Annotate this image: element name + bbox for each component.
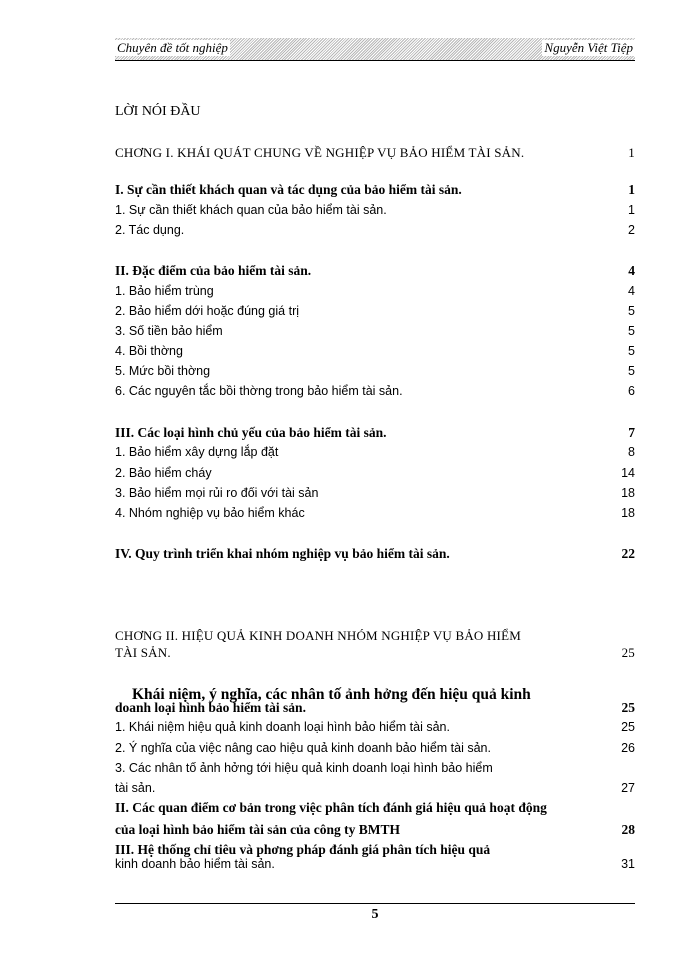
toc-item: 2. Ý nghĩa của việc nâng cao hiệu quả kinh doanh bảo hiểm tài sản. 26 — [115, 741, 635, 755]
toc-chapter-1: CHƠNG I. KHÁI QUÁT CHUNG VỀ NGHIỆP VỤ BẢO HIỂM TÀI SẢN. 1 — [115, 145, 635, 160]
toc-item: 6. Các nguyên tắc bồi thờng trong bảo hiểm tài sản. 6 — [115, 384, 635, 398]
toc-item: 4. Bồi thờng 5 — [115, 344, 635, 358]
header-left: Chuyên đề tốt nghiệp — [117, 40, 228, 55]
toc-section-7: III. Hệ thống chỉ tiêu và phơng pháp đánh giá phân tích hiệu quả — [115, 842, 491, 857]
toc-section-7-cont: kinh doanh bảo hiểm tài sản. 31 — [115, 857, 635, 871]
toc-section-3: III. Các loại hình chủ yếu của bảo hiểm tài sản. 7 — [115, 425, 635, 440]
toc-chapter-2-cont: TÀI SẢN. 25 — [115, 645, 635, 660]
preface-title: LỜI NÓI ĐẦU — [115, 104, 201, 119]
toc-section-5-cont: doanh loại hình bảo hiểm tài sản. 25 — [115, 700, 635, 715]
toc-item: 1. Khái niệm hiệu quả kinh doanh loại hình bảo hiểm tài sản. 25 — [115, 720, 635, 734]
toc-item: 2. Bảo hiểm dới hoặc đúng giá trị 5 — [115, 304, 635, 318]
toc-section-2: II. Đặc điểm của bảo hiểm tài sản. 4 — [115, 263, 635, 278]
toc-item: 3. Các nhân tố ảnh hởng tới hiệu quả kinh doanh loại hình bảo hiểm — [115, 761, 493, 775]
toc-section-6: II. Các quan điểm cơ bản trong việc phân tích đánh giá hiệu quả hoạt động — [115, 800, 547, 815]
toc-item: 1. Sự cần thiết khách quan của bảo hiểm tài sản. 1 — [115, 203, 635, 217]
toc-item: 3. Số tiền bảo hiểm 5 — [115, 324, 635, 338]
toc-section-1: I. Sự cần thiết khách quan và tác dụng của bảo hiểm tài sản. 1 — [115, 182, 635, 197]
toc-item: 4. Nhóm nghiệp vụ bảo hiểm khác 18 — [115, 506, 635, 520]
toc-item: 2. Tác dụng. 2 — [115, 223, 635, 237]
page-number: 5 — [371, 907, 379, 922]
running-header — [115, 38, 635, 61]
toc-item: tài sản. 27 — [115, 781, 635, 795]
toc-section-5: Khái niệm, ý nghĩa, các nhân tố ảnh hởng đến hiệu quả kinh — [132, 686, 531, 703]
toc-item: 1. Bảo hiểm trùng 4 — [115, 284, 635, 298]
toc-section-4: IV. Quy trình triển khai nhóm nghiệp vụ bảo hiểm tài sản. 22 — [115, 546, 635, 561]
page-footer — [115, 903, 635, 923]
toc-item: 3. Bảo hiểm mọi rủi ro đối với tài sản 18 — [115, 486, 635, 500]
toc-item: 1. Bảo hiểm xây dựng lắp đặt 8 — [115, 445, 635, 459]
header-right: Nguyễn Việt Tiệp — [544, 40, 633, 55]
toc-chapter-2: CHƠNG II. HIỆU QUẢ KINH DOANH NHÓM NGHIỆP VỤ BẢO HIỂM — [115, 628, 521, 643]
toc-item: 5. Mức bồi thờng 5 — [115, 364, 635, 378]
toc-section-6-cont: của loại hình bảo hiểm tài sản của công ty BMTH 28 — [115, 822, 635, 837]
toc-item: 2. Bảo hiểm cháy 14 — [115, 466, 635, 480]
